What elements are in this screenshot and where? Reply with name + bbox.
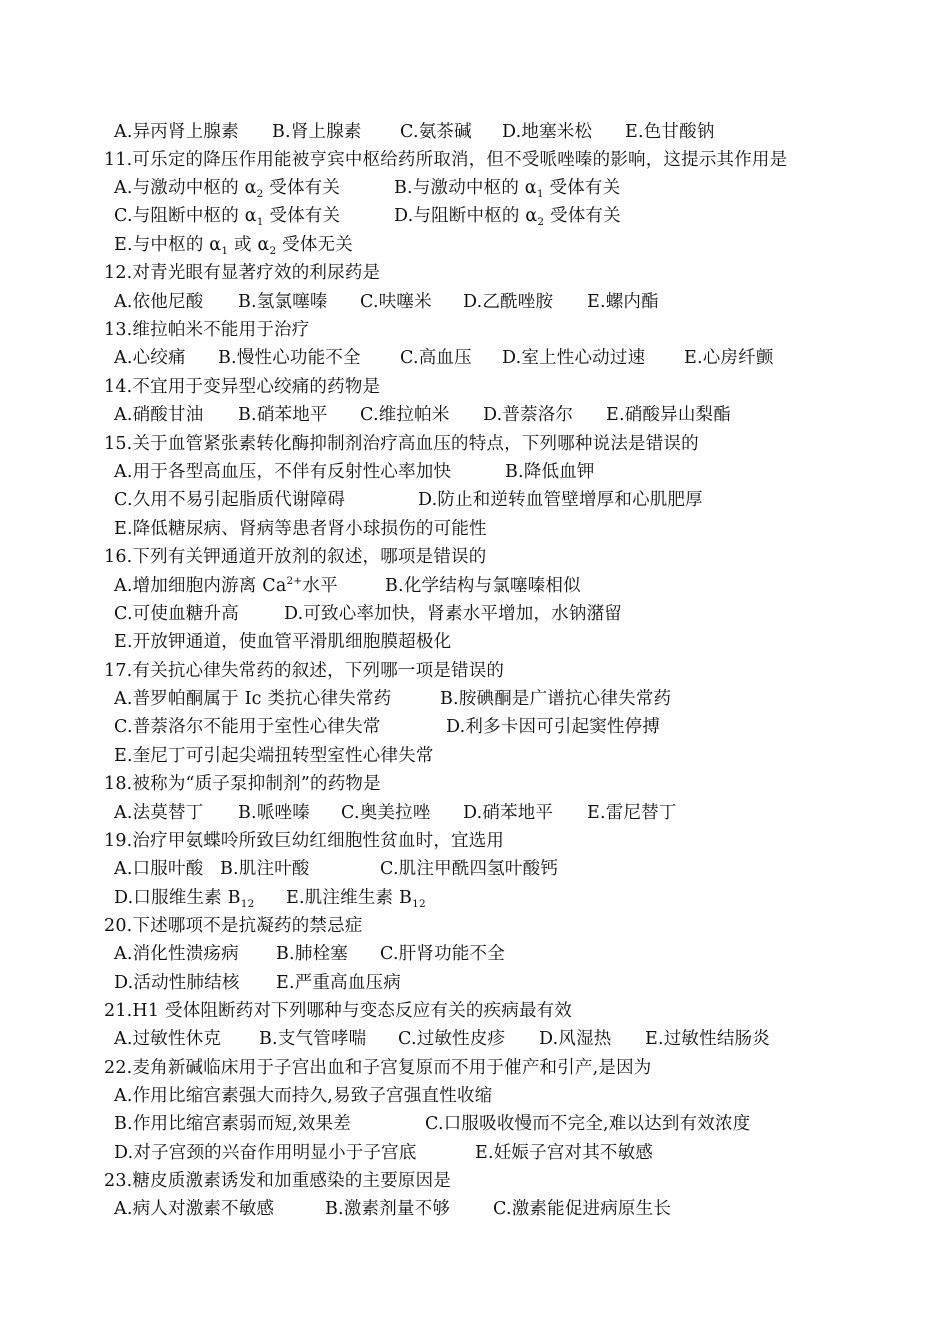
answer-option: C.奥美拉唑 (341, 803, 431, 823)
answer-option: D.硝苯地平 (463, 803, 554, 823)
answer-option: E.与中枢的 $\alpha_1$ 或 $\alpha_2$ 受体无关 (114, 235, 353, 257)
option-row (114, 515, 487, 543)
answer-option: A.病人对激素不敏感 (114, 1199, 275, 1219)
question-text: 17.有关抗心律失常药的叙述，下列哪一项是错误的 (104, 661, 505, 681)
answer-option: D.对子宫颈的兴奋作用明显小于子宫底 (114, 1143, 417, 1163)
answer-option: B.降低血钾 (505, 462, 595, 482)
answer-option: E.奎尼丁可引起尖端扭转型室性心律失常 (114, 746, 434, 766)
question-stem (104, 543, 486, 571)
answer-option: A.作用比缩宫素强大而持久,易致子宫强直性收缩 (114, 1086, 493, 1106)
question-text: 20.下述哪项不是抗凝药的禁忌症 (104, 916, 363, 936)
subscript: 12 (240, 898, 255, 910)
subscript: 1 (256, 216, 264, 228)
answer-option: D.防止和逆转血管壁增厚和心肌肥厚 (418, 490, 703, 510)
answer-option: E.过敏性结肠炎 (645, 1029, 770, 1049)
question-stem (104, 997, 572, 1025)
answer-option: B.激素剂量不够 (325, 1199, 451, 1219)
question-text: 19.治疗甲氨蝶呤所致巨幼红细胞性贫血时，宜选用 (104, 831, 505, 851)
question-stem (104, 1167, 451, 1195)
question-stem (104, 430, 699, 458)
option-row (114, 572, 581, 600)
answer-option: C.维拉帕米 (360, 405, 450, 425)
question-text: 23.糖皮质激素诱发和加重感染的主要原因是 (104, 1171, 452, 1191)
question-stem (104, 912, 363, 940)
answer-option: D.地塞米松 (502, 122, 593, 142)
answer-option: B.作用比缩宫素弱而短,效果差 (114, 1114, 351, 1134)
answer-option: B.支气管哮喘 (259, 1029, 367, 1049)
option-row (114, 685, 672, 713)
option-row (114, 969, 401, 997)
answer-option: B.肌注叶酸 (220, 859, 310, 879)
option-row (114, 174, 621, 202)
answer-option: E.妊娠子宫对其不敏感 (475, 1143, 654, 1163)
answer-option: B.哌唑嗪 (238, 803, 310, 823)
option-row (114, 1082, 492, 1110)
subscript: 2 (269, 245, 277, 257)
answer-option: D.活动性肺结核 (114, 973, 240, 993)
option-row (114, 799, 677, 827)
answer-option: A.用于各型高血压，不伴有反射性心率加快 (114, 462, 452, 482)
answer-option: D.风湿热 (539, 1029, 612, 1049)
option-row (114, 231, 353, 259)
question-stem (104, 827, 504, 855)
answer-option: C.肌注甲酰四氢叶酸钙 (380, 859, 559, 879)
answer-option: E.肌注维生素 $B_{12}$ (286, 888, 426, 910)
option-row (114, 288, 659, 316)
question-stem (104, 146, 787, 174)
option-row (114, 118, 715, 146)
answer-option: B.硝苯地平 (238, 405, 328, 425)
option-row (114, 1025, 770, 1053)
answer-option: A.增加细胞内游离 $Ca^{2+}$水平 (114, 575, 338, 596)
answer-option: E.降低糖尿病、肾病等患者肾小球损伤的可能性 (114, 519, 487, 539)
option-row (114, 344, 774, 372)
answer-option: C.呋噻米 (360, 292, 432, 312)
option-row (114, 1195, 672, 1223)
question-text: 13.维拉帕米不能用于治疗 (104, 320, 310, 340)
subscript: 2 (256, 188, 264, 200)
answer-option: E.心房纤颤 (684, 348, 774, 368)
option-row (114, 202, 621, 230)
answer-option: C.口服吸收慢而不完全,难以达到有效浓度 (425, 1114, 751, 1134)
answer-option: C.氨茶碱 (400, 122, 472, 142)
answer-option: A.依他尼酸 (114, 292, 204, 312)
answer-option: E.开放钾通道，使血管平滑肌细胞膜超极化 (114, 632, 452, 652)
option-row (114, 884, 426, 912)
superscript: 2+ (286, 575, 303, 587)
option-row (114, 600, 622, 628)
answer-option: A.异丙肾上腺素 (114, 122, 239, 142)
question-stem (104, 770, 381, 798)
option-row (114, 1139, 654, 1167)
question-stem (104, 1054, 652, 1082)
answer-option: E.硝酸异山梨酯 (606, 405, 731, 425)
answer-option: C.肝肾功能不全 (380, 944, 505, 964)
answer-option: D.乙酰唑胺 (463, 292, 554, 312)
question-text: 15.关于血管紧张素转化酶抑制剂治疗高血压的特点，下列哪种说法是错误的 (104, 434, 699, 454)
question-text: 12.对青光眼有显著疗效的利尿药是 (104, 263, 381, 283)
question-text: 16.下列有关钾通道开放剂的叙述，哪项是错误的 (104, 547, 487, 567)
option-row (114, 458, 595, 486)
answer-option: D.口服维生素 $B_{12}$ (114, 888, 255, 910)
answer-option: E.严重高血压病 (276, 973, 401, 993)
answer-option: C.高血压 (400, 348, 472, 368)
question-stem (104, 316, 309, 344)
subscript: 1 (221, 245, 229, 257)
answer-option: D.利多卡因可引起窦性停搏 (446, 717, 661, 737)
subscript: 12 (412, 898, 426, 910)
answer-option: C.可使血糖升高 (114, 604, 239, 624)
answer-option: B.氢氯噻嗪 (238, 292, 328, 312)
subscript: 1 (536, 188, 544, 200)
answer-option: B.慢性心功能不全 (218, 348, 361, 368)
option-row (114, 401, 731, 429)
question-stem (104, 657, 504, 685)
answer-option: B.化学结构与氯噻嗪相似 (385, 576, 581, 596)
answer-option: A.心绞痛 (114, 348, 186, 368)
option-row (114, 742, 434, 770)
answer-option: E.螺内酯 (587, 292, 659, 312)
answer-option: D.普萘洛尔 (483, 405, 574, 425)
question-text: 21.H1 受体阻断药对下列哪种与变态反应有关的疾病最有效 (104, 1001, 573, 1021)
question-text: 18.被称为“质子泵抑制剂”的药物是 (104, 774, 381, 794)
question-text: 22.麦角新碱临床用于子宫出血和子宫复原而不用于催产和引产,是因为 (104, 1058, 652, 1078)
question-stem (104, 259, 380, 287)
answer-option: A.与激动中枢的 $\alpha_2$ 受体有关 (114, 178, 341, 200)
subscript: 2 (537, 216, 545, 228)
answer-option: D.可致心率加快，肾素水平增加，水钠潴留 (284, 604, 622, 624)
answer-option: C.普萘洛尔不能用于室性心律失常 (114, 717, 381, 737)
answer-option: A.法莫替丁 (114, 803, 204, 823)
option-row (114, 940, 505, 968)
option-row (114, 713, 661, 741)
answer-option: E.色甘酸钠 (625, 122, 715, 142)
option-row (114, 855, 559, 883)
answer-option: A.消化性溃疡病 (114, 944, 239, 964)
answer-option: D.室上性心动过速 (502, 348, 646, 368)
option-row (114, 486, 703, 514)
answer-option: B.胺碘酮是广谱抗心律失常药 (440, 689, 672, 709)
question-text: 14.不宜用于变异型心绞痛的药物是 (104, 377, 381, 397)
answer-option: C.与阻断中枢的 $\alpha_1$ 受体有关 (114, 206, 341, 228)
question-stem (104, 373, 380, 401)
answer-option: D.与阻断中枢的 $\alpha_2$ 受体有关 (394, 206, 621, 228)
answer-option: B.肺栓塞 (276, 944, 348, 964)
answer-option: C.过敏性皮疹 (398, 1029, 506, 1049)
answer-option: A.过敏性休克 (114, 1029, 222, 1049)
answer-option: A.普罗帕酮属于 Ic 类抗心律失常药 (114, 689, 392, 709)
answer-option: B.与激动中枢的 $\alpha_1$ 受体有关 (394, 178, 621, 200)
answer-option: E.雷尼替丁 (587, 803, 677, 823)
answer-option: B.肾上腺素 (272, 122, 362, 142)
answer-option: C.久用不易引起脂质代谢障碍 (114, 490, 346, 510)
answer-option: A.硝酸甘油 (114, 405, 204, 425)
option-row (114, 628, 451, 656)
answer-option: C.激素能促进病原生长 (493, 1199, 672, 1219)
question-text: 11.可乐定的降压作用能被亨宾中枢给药所取消，但不受哌唑嗪的影响，这提示其作用是 (104, 150, 788, 170)
option-row (114, 1110, 751, 1138)
answer-option: A.口服叶酸 (114, 859, 204, 879)
